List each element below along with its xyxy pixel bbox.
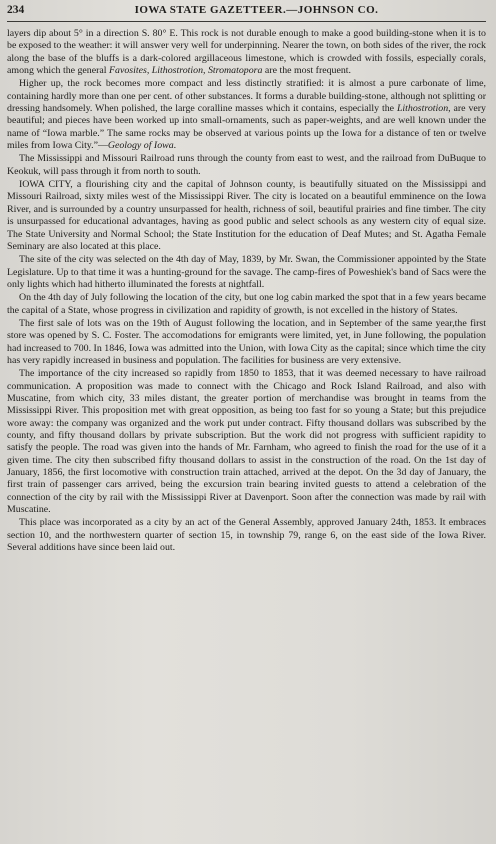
body-text — [7, 28, 486, 554]
paragraph — [7, 28, 486, 77]
paragraph-text: . — [173, 140, 177, 152]
page-header — [7, 4, 486, 22]
paragraph-text: layers dip about 5° in a direction S. 80° E. This rock is not durable enough to make a good building-stone when it is to be exposed to the weather: it will answer very well for underpinning. Nearer the town, on both sides of the river, the rock along the base of the bluffs is a dark-colored argillaceous limestone, which is crowded with fossils, especially corals, among which the general — [7, 28, 486, 77]
paragraph-text: The site of the city was selected on the 4th day of May, 1839, by Mr. Swan, the Commissioner appointed by the State Legislature. Up to that time it was a hunting-ground for the savage. The camp-fires of Poweshiek's band of Sacs were the only lights which had hitherto illuminated the forests at nightfall. — [7, 254, 486, 290]
running-head: IOWA STATE GAZETTEER.—JOHNSON CO. — [134, 4, 379, 16]
paragraph — [7, 153, 486, 178]
paragraph — [7, 254, 486, 291]
paragraph-text: On the 4th day of July following the location of the city, but one log cabin marked the spot that in a few years became the capital of a State, whose progress in civilization and rapidity of growth, is not excelled in the history of States. — [7, 292, 486, 316]
paragraph — [7, 292, 486, 317]
paragraph-text: are the most frequent. — [262, 65, 352, 77]
paragraph — [7, 318, 486, 367]
paragraph-text: The first sale of lots was on the 19th of August following the location, and in September of the same year,the first store was opened by S. C. Foster. The accomodations for emigrants were limited, yet, in June following, the population had increased to 700. In 1846, Iowa was admitted into the Union, with Iowa City as the capital; since which time the city has very rapidly increased in business and population. The facilities for business are very extensive. — [7, 317, 486, 366]
paragraph-text: This place was incorporated as a city by an act of the General Assembly, approved January 24th, 1853. It embraces section 10, and the northwestern quarter of section 15, in township 79, range 6, on the east side of the Iowa River. Several additions have since been laid out. — [7, 517, 486, 554]
paragraph — [7, 78, 486, 152]
page-number: 234 — [7, 4, 25, 16]
paragraph-text: The Mississippi and Missouri Railroad runs through the county from east to west, and the railroad from DuBuque to Keokuk, will pass through it from north to south. — [7, 153, 486, 177]
italic-text: Favosites, Lithostrotion, Stromatopora — [109, 65, 263, 77]
paragraph — [7, 368, 486, 516]
paragraph-text: , are very beautiful; and pieces have been worked up into small-ornaments, such as paper-weights, and are well known under the name of “Iowa marble.” The same rocks may be observed at various points up the Iowa for a distance of ten or twelve miles from Iowa City.”— — [7, 103, 486, 152]
paragraph-text: Higher up, the rock becomes more compact and less distinctly stratified: it is almost a pure carbonate of lime, containing hardly more than one per cent. of other substances. It forms a durable building-stone, although not splitting or dressing handsomely. When polished, the large coralline masses which it contains, especially the — [7, 78, 486, 115]
paragraph-text: The importance of the city increased so rapidly from 1850 to 1853, that it was deemed necessary to have railroad communication. A proposition was made to connect with the Chicago and Rock Island Railroad, and also with Muscatine, from which city, 33 miles distant, the greater portion of merchandise was brought in teams from the Mississippi River. This proposition met with great opposition, as being too fast for so young a State; but this prejudice wore away: the company was organized and the work put under contract. Fifty thousand dollars was subscribed by the county, and fifty thousand dollars by private subscription. But the work did not progress with sufficient rapidity to satisfy the people. The road was given into the hands of Mr. Farnham, who agreed to finish the road for the use of it a given time. The city then subscribed fifty thousand dollars to assist in the construction of the road. On the 1st day of January, 1856, the first locomotive with construction train attached, arrived at the depot. On the 3d day of January, the first train of passenger cars arrived, being the excursion train bearing invited guests to attend a celebration of the connection of the city by rail with the Mississippi River at Davenport. Soon after the connection was made by rail with Muscatine. — [7, 368, 486, 516]
paragraph — [7, 517, 486, 554]
italic-text: Lithostrotion — [396, 103, 449, 115]
paragraph-text: IOWA CITY, a flourishing city and the capital of Johnson county, is beautifully situated on the Mississippi and Missouri Railroad, sixty miles west of the Mississippi River. The city is located on a beautiful emminence on the Iowa River, and is surrounded by a country unsurpassed for health, richness of soil, beautiful prairies and fine timber. The city is unsurpassed for educational advantages, having as good public and select schools as any western city of equal size. The State University and Normal School; the State Institution for the education of Deaf Mutes; and St. Agatha Female Seminary are also located at this place. — [7, 179, 486, 252]
paragraph — [7, 179, 486, 253]
italic-text: Geology of Iowa — [107, 140, 174, 152]
